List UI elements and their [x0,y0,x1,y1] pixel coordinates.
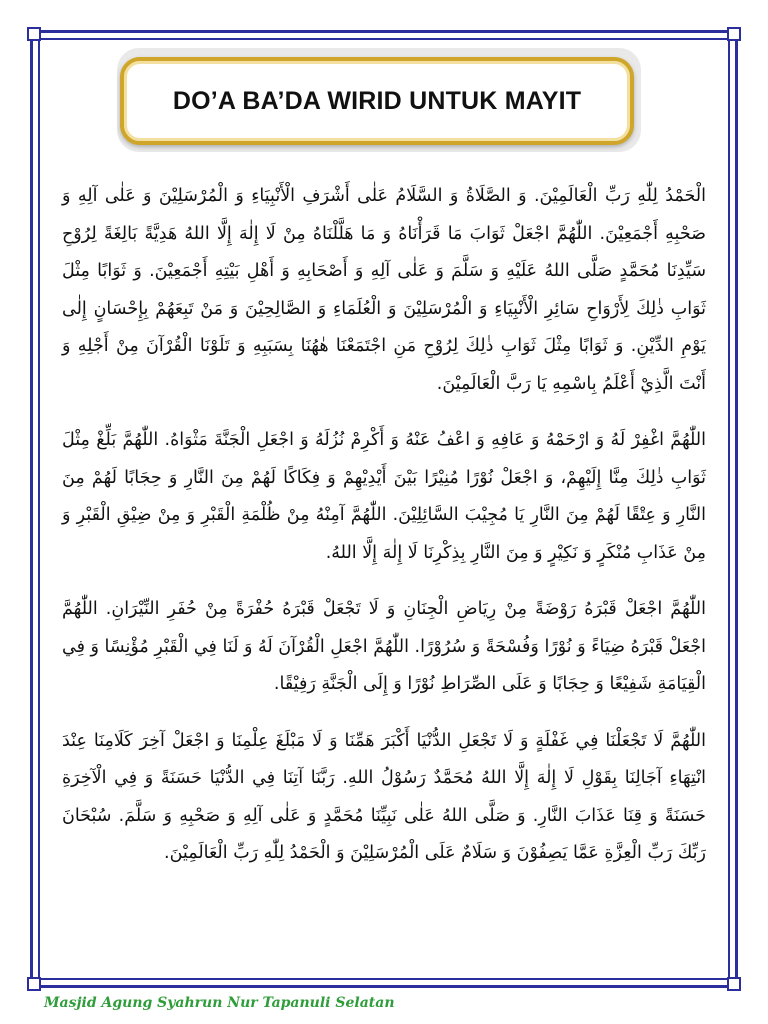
corner-ornament-top-right [727,27,741,41]
corner-ornament-top-left [27,27,41,41]
footer-credit: Masjid Agung Syahrun Nur Tapanuli Selatan [44,995,395,1011]
prayer-paragraph-1: الْحَمْدُ لِلّٰهِ رَبِّ الْعَالَمِيْنَ. وَ الصَّلَاةُ وَ السَّلَامُ عَلٰى أَشْرَفِ الْأَنْبِيَاءِ وَ الْمُرْسَلِيْنَ وَ عَلٰى آلِهِ وَ صَحْبِهِ أَجْمَعِيْنَ. اللّٰهُمَّ اجْعَلْ ثَوَابَ مَا قَرَأْنَاهُ وَ مَا هَلَّلْنَاهُ مِنْ لَا إِلٰهَ إِلَّا اللهُ هَدِيَّةً بَالِغَةً لِرُوْحِ سَيِّدِنَا مُحَمَّدٍ صَلَّى اللهُ عَلَيْهِ وَ سَلَّمَ وَ عَلٰى آلِهِ وَ أَصْحَابِهِ وَ أَهْلِ بَيْتِهِ أَجْمَعِيْنَ. وَ ثَوَابًا مِثْلَ ثَوَابِ ذٰلِكَ لِأَرْوَاحِ سَائِرِ الْأَنْبِيَاءِ وَ الْمُرْسَلِيْنَ وَ الْعُلَمَاءِ وَ الصَّالِحِيْنَ وَ مَنْ تَبِعَهُمْ بِإِحْسَانٍ إِلٰى يَوْمِ الدِّيْنِ. وَ ثَوَابًا مِثْلَ ثَوَابِ ذٰلِكَ لِرُوْحِ مَنِ اجْتَمَعْنَا هٰهُنَا بِسَبَبِهِ وَ تَلَوْنَا الْقُرْآنَ مِنْ أَجْلِهِ وَ أَنْتَ الَّذِيْ أَعْلَمُ بِاسْمِهِ يَا رَبَّ الْعَالَمِيْنَ. [62,186,706,394]
prayer-paragraph-2: اللّٰهُمَّ اغْفِرْ لَهُ وَ ارْحَمْهُ وَ عَافِهِ وَ اعْفُ عَنْهُ وَ أَكْرِمْ نُزُلَهُ وَ اجْعَلِ الْجَنَّةَ مَثْوَاهُ. اللّٰهُمَّ بَلِّغْ مِثْلَ ثَوَابِ ذٰلِكَ مِنَّا إِلَيْهِمْ، وَ اجْعَلْ نُوْرًا مُنِيْرًا بَيْنَ أَيْدِيْهِمْ وَ فِكَاكًا لَهُمْ مِنَ النَّارِ وَ حِجَابًا لَهُمْ مِنَ النَّارِ وَ عِتْقًا لَهُمْ مِنَ النَّارِ يَا مُجِيْبَ السَّائِلِيْنَ. اللّٰهُمَّ آمِنْهُ مِنْ ظُلْمَةِ الْقَبْرِ وَ مِنْ ضِيْقِ الْقَبْرِ وَ مِنْ عَذَابِ مُنْكَرٍ وَ نَكِيْرٍ وَ مِنَ النَّارِ بِذِكْرِنَا لَا إِلٰهَ إِلَّا اللهُ. [62,430,706,563]
corner-ornament-bottom-right [727,977,741,991]
prayer-text [62,178,706,892]
prayer-paragraph-3: اللّٰهُمَّ اجْعَلْ قَبْرَهُ رَوْضَةً مِنْ رِيَاضِ الْجِنَانِ وَ لَا تَجْعَلْ قَبْرَهُ حُفْرَةً مِنْ حُفَرِ النِّيْرَانِ. اللّٰهُمَّ اجْعَلْ قَبْرَهُ ضِيَاءً وَ نُوْرًا وَفُسْحَةً وَ سُرُوْرًا. اللّٰهُمَّ اجْعَلِ الْقُرْآنَ لَهُ وَ لَنَا فِي الْقَبْرِ مُؤْنِسًا وَ فِي الْقِيَامَةِ شَفِيْعًا وَ حِجَابًا وَ عَلَى الصِّرَاطِ نُوْرًا وَ إِلَى الْجَنَّةِ رَفِيْقًا. [62,599,706,694]
corner-ornament-bottom-left [27,977,41,991]
prayer-paragraph-4: اللّٰهُمَّ لَا تَجْعَلْنَا فِي غَفْلَةٍ وَ لَا تَجْعَلِ الدُّنْيَا أَكْبَرَ هَمِّنَا وَ لَا مَبْلَغَ عِلْمِنَا وَ اجْعَلْ آخِرَ كَلَامِنَا عِنْدَ انْتِهَاءِ آجَالِنَا بِقَوْلِ لَا إِلٰهَ إِلَّا اللهُ مُحَمَّدٌ رَسُوْلُ اللهِ. رَبَّنَا آتِنَا فِي الدُّنْيَا حَسَنَةً وَ فِي الْآخِرَةِ حَسَنَةً وَ قِنَا عَذَابَ النَّارِ. وَ صَلَّى اللهُ عَلٰى نَبِيِّنَا مُحَمَّدٍ وَ عَلٰى آلِهِ وَ صَحْبِهِ وَ سَلَّمَ. سُبْحَانَ رَبِّكَ رَبِّ الْعِزَّةِ عَمَّا يَصِفُوْنَ وَ سَلَامٌ عَلَى الْمُرْسَلِيْنَ وَ الْحَمْدُ لِلّٰهِ رَبِّ الْعَالَمِيْنَ. [62,730,706,863]
page-title: DO’A BA’DA WIRID UNTUK MAYIT [172,86,582,115]
